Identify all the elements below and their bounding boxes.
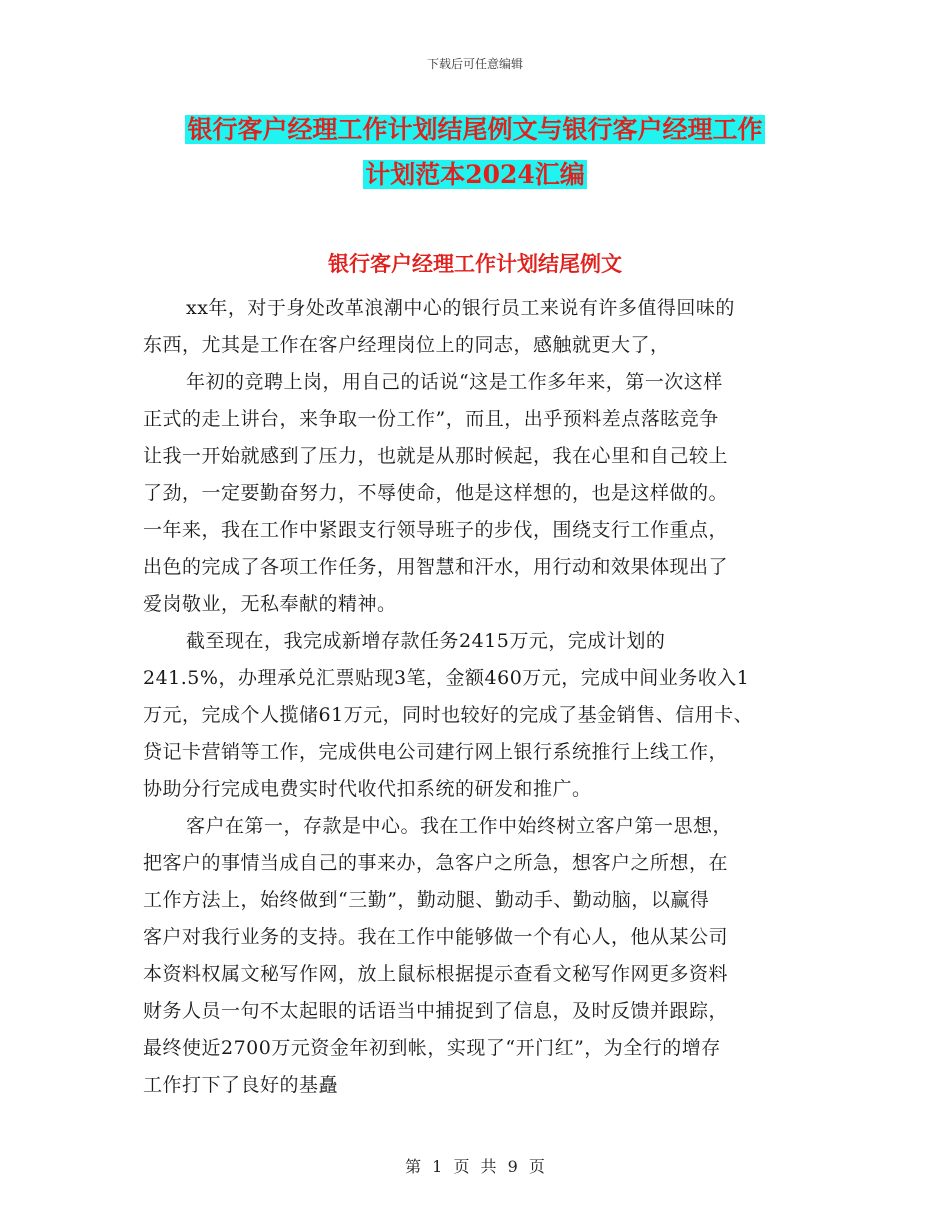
body-line: 工作方法上，始终做到“三勤”，勤动腿、勤动手、勤动脑，以赢得 xyxy=(143,889,710,911)
document-title-line-1 xyxy=(0,113,950,147)
body-line: 截至现在，我完成新增存款任务2415万元，完成计划的 xyxy=(186,630,666,652)
body-line: xx年，对于身处改革浪潮中心的银行员工来说有许多值得回味的 xyxy=(186,297,735,319)
section-title: 银行客户经理工作计划结尾例文 xyxy=(328,251,622,276)
header-note: 下载后可任意编辑 xyxy=(426,57,523,71)
body-line: 东西，尤其是工作在客户经理岗位上的同志，感触就更大了， xyxy=(143,334,670,356)
body-line: 一年来，我在工作中紧跟支行领导班子的步伐，围绕支行工作重点， xyxy=(143,519,729,541)
body-line: 了劲，一定要勤奋努力，不辱使命，他是这样想的，也是这样做的。 xyxy=(143,482,729,504)
body-line: 让我一开始就感到了压力，也就是从那时候起，我在心里和自己较上 xyxy=(143,445,729,467)
body-line: 年初的竞聘上岗，用自己的话说“这是工作多年来，第一次这样 xyxy=(186,371,723,393)
document-title-line-2 xyxy=(0,158,950,192)
title-line-1-text: 银行客户经理工作计划结尾例文与银行客户经理工作 xyxy=(187,115,763,144)
title-line-2-text: 计划范本2024汇编 xyxy=(365,160,585,189)
body-line: 客户在第一，存款是中心。我在工作中始终树立客户第一思想， xyxy=(186,815,733,837)
body-line: 工作打下了良好的基矗 xyxy=(143,1074,339,1096)
body-line: 财务人员一句不太起眼的话语当中捕捉到了信息，及时反馈并跟踪， xyxy=(143,1000,729,1022)
body-line: 本资料权属文秘写作网，放上鼠标根据提示查看文秘写作网更多资料 xyxy=(143,963,729,985)
body-line: 万元，完成个人揽储61万元，同时也较好的完成了基金销售、信用卡、 xyxy=(143,704,754,726)
body-line: 客户对我行业务的支持。我在工作中能够做一个有心人，他从某公司 xyxy=(143,926,729,948)
body-line: 最终使近2700万元资金年初到帐，实现了“开门红”，为全行的增存 xyxy=(143,1037,721,1059)
body-line: 贷记卡营销等工作，完成供电公司建行网上银行系统推行上线工作， xyxy=(143,741,729,763)
body-line: 把客户的事情当成自己的事来办，急客户之所急，想客户之所想，在 xyxy=(143,852,729,874)
body-line: 出色的完成了各项工作任务，用智慧和汗水，用行动和效果体现出了 xyxy=(143,556,729,578)
body-line: 正式的走上讲台，来争取一份工作”，而且，出乎预料差点落眩竞争 xyxy=(143,408,719,430)
body-line: 爱岗敬业，无私奉献的精神。 xyxy=(143,593,397,615)
body-line: 241.5%，办理承兑汇票贴现3笔，金额460万元，完成中间业务收入1 xyxy=(143,667,750,689)
body-line: 协助分行完成电费实时代收代扣系统的研发和推广。 xyxy=(143,778,592,800)
page-number-footer: 第 1 页 共 9 页 xyxy=(405,1157,545,1176)
